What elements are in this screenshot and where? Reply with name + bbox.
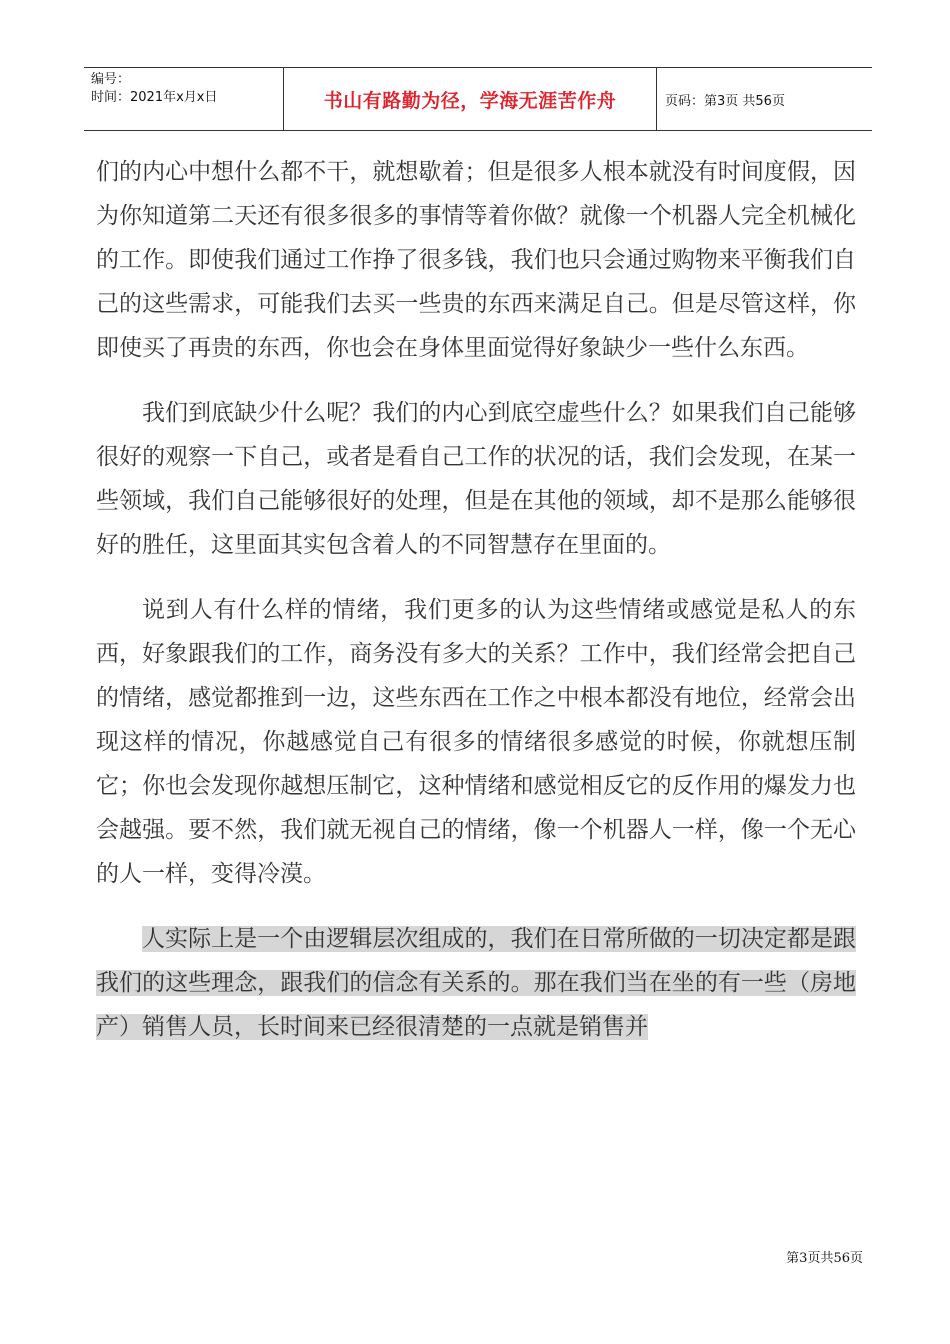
- number-label: 编号：: [91, 72, 131, 87]
- page-header: [84, 67, 872, 131]
- page-footer: 第3页共56页: [786, 1251, 863, 1266]
- document-body: [96, 150, 856, 1070]
- header-page-info: 页码：第3页 共56页: [665, 93, 785, 109]
- date-label: 时间：2021年x月x日: [91, 90, 218, 105]
- paragraph-3: 说到人有什么样的情绪，我们更多的认为这些情绪或感觉是私人的东西，好象跟我们的工作，商务没有多大的关系？工作中，我们经常会把自己的情绪，感觉都推到一边，这些东西在工作之中根本都没有地位，经常会出现这样的情况，你越感觉自己有很多的情绪很多感觉的时候，你就想压制它；你也会发现你越想压制它，这种情绪和感觉相反它的反作用的爆发力也会越强。要不然，我们就无视自己的情绪，像一个机器人一样，像一个无心的人一样，变得冷漠。: [96, 597, 856, 887]
- header-meta: [84, 68, 284, 130]
- paragraph-2: 我们到底缺少什么呢？我们的内心到底空虚些什么？如果我们自己能够很好的观察一下自己，或者是看自己工作的状况的话，我们会发现，在某一些领域，我们自己能够很好的处理，但是在其他的领域，却不是那么能够很好的胜任，这里面其实包含着人的不同智慧存在里面的。: [96, 400, 856, 558]
- paragraph-1: 们的内心中想什么都不干，就想歇着；但是很多人根本就没有时间度假，因为你知道第二天还有很多很多的事情等着你做？就像一个机器人完全机械化的工作。即使我们通过工作挣了很多钱，我们也只会通过购物来平衡我们自己的这些需求，可能我们去买一些贵的东西来满足自己。但是尽管这样，你即使买了再贵的东西，你也会在身体里面觉得好象缺少一些什么东西。: [96, 159, 856, 361]
- highlighted-text: 人实际上是一个由逻辑层次组成的，我们在日常所做的一切决定都是跟我们的这些理念，跟我们的信念有关系的。那在我们当在坐的有一些（房地产）销售人员，长时间来已经很清楚的一点就是销售并: [96, 926, 856, 1040]
- paragraph-4-highlighted: [96, 917, 856, 1049]
- header-motto: 书山有路勤为径，学海无涯苦作舟: [284, 68, 657, 130]
